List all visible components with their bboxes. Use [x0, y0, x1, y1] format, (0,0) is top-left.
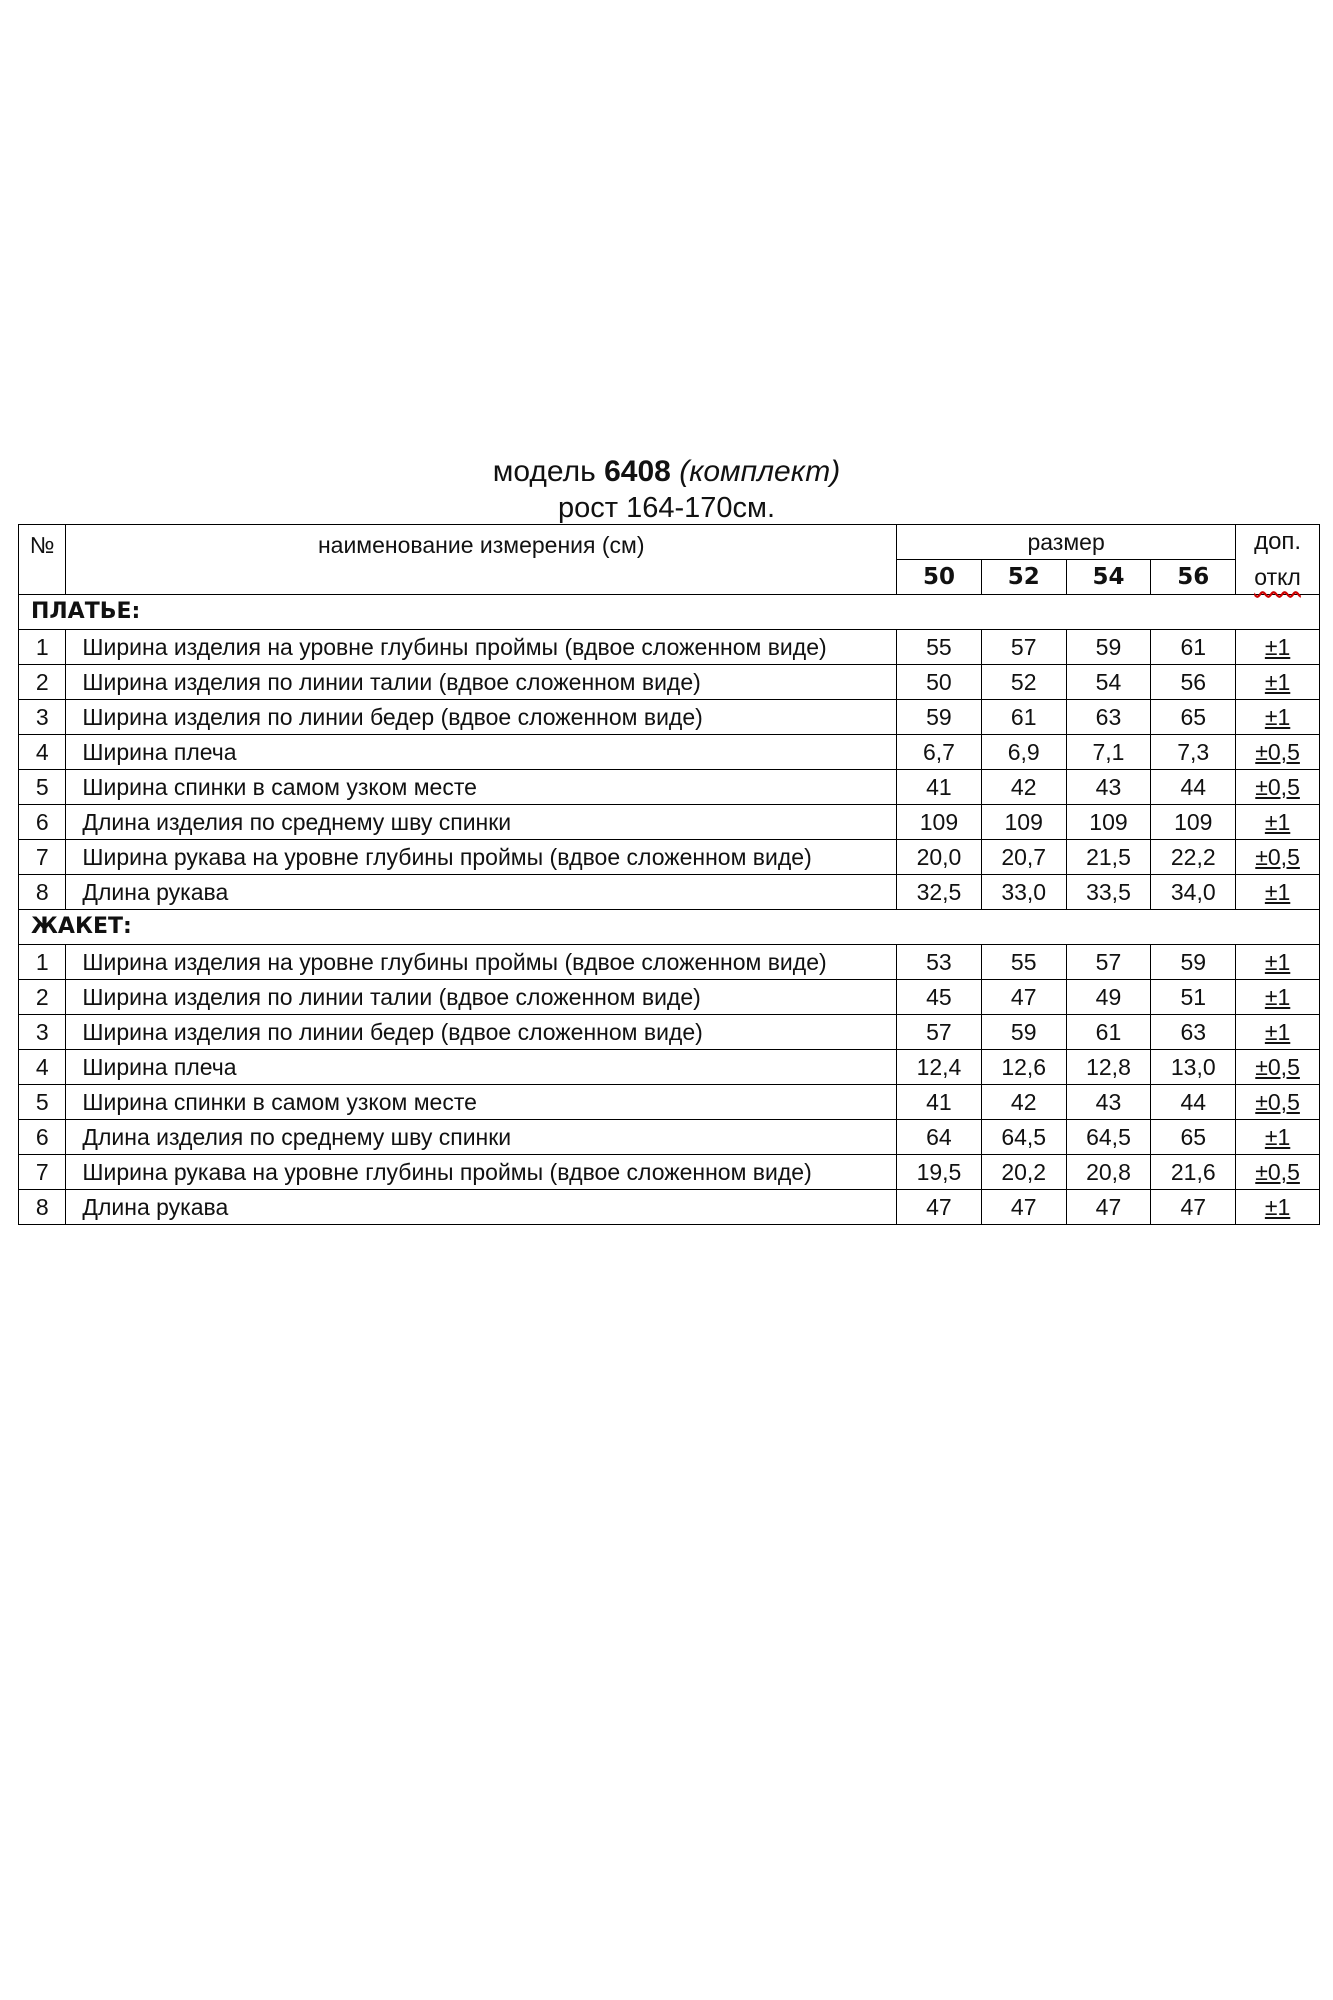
tolerance-cell — [1236, 1085, 1320, 1120]
measurement-name: Ширина изделия по линии бедер (вдвое сложенном виде) — [66, 1015, 897, 1050]
size-value: 45 — [897, 980, 982, 1015]
row-number: 4 — [19, 735, 66, 770]
measurement-name: Длина рукава — [66, 1190, 897, 1225]
size-value: 64,5 — [981, 1120, 1066, 1155]
table-row — [19, 630, 1320, 665]
size-value: 55 — [981, 945, 1066, 980]
tolerance-value: ±0,5 — [1255, 739, 1300, 765]
size-value: 21,6 — [1151, 1155, 1236, 1190]
table-row — [19, 945, 1320, 980]
size-value: 20,8 — [1066, 1155, 1151, 1190]
row-number: 1 — [19, 945, 66, 980]
size-value: 22,2 — [1151, 840, 1236, 875]
size-value: 55 — [897, 630, 982, 665]
measurement-name: Ширина плеча — [66, 735, 897, 770]
size-value: 63 — [1151, 1015, 1236, 1050]
size-value: 52 — [981, 665, 1066, 700]
tolerance-value: ±0,5 — [1255, 1089, 1300, 1115]
row-number: 8 — [19, 1190, 66, 1225]
size-value: 47 — [1066, 1190, 1151, 1225]
tolerance-value: ±1 — [1264, 949, 1291, 975]
size-value: 12,4 — [897, 1050, 982, 1085]
tolerance-value: ±1 — [1264, 704, 1291, 730]
size-value: 33,5 — [1066, 875, 1151, 910]
size-52-header: 52 — [981, 560, 1066, 595]
row-number: 6 — [19, 805, 66, 840]
row-number: 5 — [19, 770, 66, 805]
size-value: 47 — [981, 1190, 1066, 1225]
size-value: 41 — [897, 1085, 982, 1120]
measurement-name: Длина рукава — [66, 875, 897, 910]
tolerance-value: ±0,5 — [1255, 1159, 1300, 1185]
size-value: 19,5 — [897, 1155, 982, 1190]
tolerance-cell — [1236, 980, 1320, 1015]
size-value: 59 — [981, 1015, 1066, 1050]
size-value: 6,9 — [981, 735, 1066, 770]
table-row — [19, 1190, 1320, 1225]
table-row — [19, 770, 1320, 805]
tolerance-value: ±1 — [1264, 1124, 1291, 1150]
tolerance-cell — [1236, 700, 1320, 735]
size-value: 54 — [1066, 665, 1151, 700]
size-value: 57 — [981, 630, 1066, 665]
measurement-name: Ширина изделия на уровне глубины проймы (вдвое сложенном виде) — [66, 945, 897, 980]
table-row — [19, 805, 1320, 840]
measurement-name: Ширина рукава на уровне глубины проймы (вдвое сложенном виде) — [66, 1155, 897, 1190]
tolerance-cell — [1236, 665, 1320, 700]
size-value: 20,0 — [897, 840, 982, 875]
size-value: 59 — [1151, 945, 1236, 980]
table-row — [19, 980, 1320, 1015]
measurement-name: Ширина изделия по линии талии (вдвое сложенном виде) — [66, 980, 897, 1015]
size-56-header: 56 — [1151, 560, 1236, 595]
col-tol-header-2: откл — [1254, 563, 1301, 590]
size-value: 21,5 — [1066, 840, 1151, 875]
size-value: 59 — [897, 700, 982, 735]
row-number: 2 — [19, 665, 66, 700]
row-number: 3 — [19, 700, 66, 735]
size-value: 33,0 — [981, 875, 1066, 910]
measurement-name: Ширина плеча — [66, 1050, 897, 1085]
size-value: 12,8 — [1066, 1050, 1151, 1085]
tolerance-cell — [1236, 805, 1320, 840]
size-value: 109 — [1066, 805, 1151, 840]
visible-document-region — [0, 455, 1333, 1222]
size-value: 59 — [1066, 630, 1151, 665]
table-row — [19, 735, 1320, 770]
col-tol-header-2-cell — [1236, 560, 1320, 595]
col-name-header: наименование измерения (см) — [66, 525, 897, 595]
measurement-name: Длина изделия по среднему шву спинки — [66, 805, 897, 840]
measurement-name: Ширина изделия по линии бедер (вдвое сложенном виде) — [66, 700, 897, 735]
size-value: 6,7 — [897, 735, 982, 770]
tolerance-value: ±1 — [1264, 879, 1291, 905]
row-number: 2 — [19, 980, 66, 1015]
size-value: 43 — [1066, 770, 1151, 805]
tolerance-value: ±1 — [1264, 1019, 1291, 1045]
header-row-1 — [19, 525, 1320, 560]
size-value: 32,5 — [897, 875, 982, 910]
table-row — [19, 1085, 1320, 1120]
size-value: 20,7 — [981, 840, 1066, 875]
size-value: 49 — [1066, 980, 1151, 1015]
size-value: 47 — [897, 1190, 982, 1225]
size-value: 7,3 — [1151, 735, 1236, 770]
size-value: 50 — [897, 665, 982, 700]
col-no-header: № — [19, 525, 66, 595]
measurements-table — [18, 524, 1320, 1225]
table-row — [19, 1015, 1320, 1050]
section-title: ПЛАТЬЕ: — [19, 595, 1320, 630]
tolerance-cell — [1236, 735, 1320, 770]
tolerance-cell — [1236, 1120, 1320, 1155]
model-number: 6408 — [604, 455, 671, 488]
section-row — [19, 595, 1320, 630]
tolerance-value: ±1 — [1264, 634, 1291, 660]
size-value: 44 — [1151, 770, 1236, 805]
size-value: 61 — [1151, 630, 1236, 665]
tolerance-value: ±0,5 — [1255, 774, 1300, 800]
size-value: 109 — [981, 805, 1066, 840]
row-number: 7 — [19, 1155, 66, 1190]
row-number: 3 — [19, 1015, 66, 1050]
tolerance-value: ±0,5 — [1255, 1054, 1300, 1080]
size-value: 12,6 — [981, 1050, 1066, 1085]
size-54-header: 54 — [1066, 560, 1151, 595]
size-value: 63 — [1066, 700, 1151, 735]
size-value: 42 — [981, 770, 1066, 805]
table-row — [19, 1050, 1320, 1085]
tolerance-cell — [1236, 630, 1320, 665]
size-value: 47 — [981, 980, 1066, 1015]
tolerance-cell — [1236, 1015, 1320, 1050]
size-value: 20,2 — [981, 1155, 1066, 1190]
tolerance-value: ±1 — [1264, 1194, 1291, 1220]
size-value: 7,1 — [1066, 735, 1151, 770]
tolerance-value: ±1 — [1264, 984, 1291, 1010]
measurement-name: Ширина спинки в самом узком месте — [66, 770, 897, 805]
row-number: 5 — [19, 1085, 66, 1120]
row-number: 4 — [19, 1050, 66, 1085]
tolerance-cell — [1236, 945, 1320, 980]
size-value: 65 — [1151, 1120, 1236, 1155]
table-row — [19, 1120, 1320, 1155]
size-value: 51 — [1151, 980, 1236, 1015]
size-value: 61 — [981, 700, 1066, 735]
size-value: 57 — [1066, 945, 1151, 980]
size-value: 47 — [1151, 1190, 1236, 1225]
tolerance-cell — [1236, 1155, 1320, 1190]
size-50-header: 50 — [897, 560, 982, 595]
size-value: 41 — [897, 770, 982, 805]
size-value: 43 — [1066, 1085, 1151, 1120]
row-number: 1 — [19, 630, 66, 665]
measurement-name: Ширина спинки в самом узком месте — [66, 1085, 897, 1120]
size-value: 57 — [897, 1015, 982, 1050]
size-value: 13,0 — [1151, 1050, 1236, 1085]
model-suffix: (комплект) — [679, 455, 841, 488]
row-number: 8 — [19, 875, 66, 910]
tolerance-value: ±1 — [1264, 809, 1291, 835]
table-row — [19, 665, 1320, 700]
size-value: 64 — [897, 1120, 982, 1155]
section-title: ЖАКЕТ: — [19, 910, 1320, 945]
tolerance-value: ±1 — [1264, 669, 1291, 695]
size-value: 44 — [1151, 1085, 1236, 1120]
tolerance-cell — [1236, 875, 1320, 910]
tolerance-cell — [1236, 1050, 1320, 1085]
table-row — [19, 1155, 1320, 1190]
tolerance-cell — [1236, 840, 1320, 875]
model-prefix: модель — [492, 455, 596, 488]
size-value: 34,0 — [1151, 875, 1236, 910]
table-row — [19, 700, 1320, 735]
size-value: 53 — [897, 945, 982, 980]
size-value: 42 — [981, 1085, 1066, 1120]
model-title — [0, 452, 1333, 492]
tolerance-value: ±0,5 — [1255, 844, 1300, 870]
measurement-name: Ширина рукава на уровне глубины проймы (вдвое сложенном виде) — [66, 840, 897, 875]
table-row — [19, 875, 1320, 910]
tolerance-cell — [1236, 1190, 1320, 1225]
row-number: 6 — [19, 1120, 66, 1155]
row-number: 7 — [19, 840, 66, 875]
measurement-name: Длина изделия по среднему шву спинки — [66, 1120, 897, 1155]
table-row — [19, 840, 1320, 875]
size-value: 56 — [1151, 665, 1236, 700]
size-value: 61 — [1066, 1015, 1151, 1050]
height-line: рост 164-170см. — [557, 492, 776, 524]
size-value: 109 — [897, 805, 982, 840]
section-row — [19, 910, 1320, 945]
size-value: 109 — [1151, 805, 1236, 840]
measurement-name: Ширина изделия по линии талии (вдвое сложенном виде) — [66, 665, 897, 700]
col-size-header: размер — [897, 525, 1236, 560]
size-value: 65 — [1151, 700, 1236, 735]
measurement-name: Ширина изделия на уровне глубины проймы (вдвое сложенном виде) — [66, 630, 897, 665]
tolerance-cell — [1236, 770, 1320, 805]
col-tol-header-1: доп. — [1236, 525, 1320, 560]
size-value: 64,5 — [1066, 1120, 1151, 1155]
